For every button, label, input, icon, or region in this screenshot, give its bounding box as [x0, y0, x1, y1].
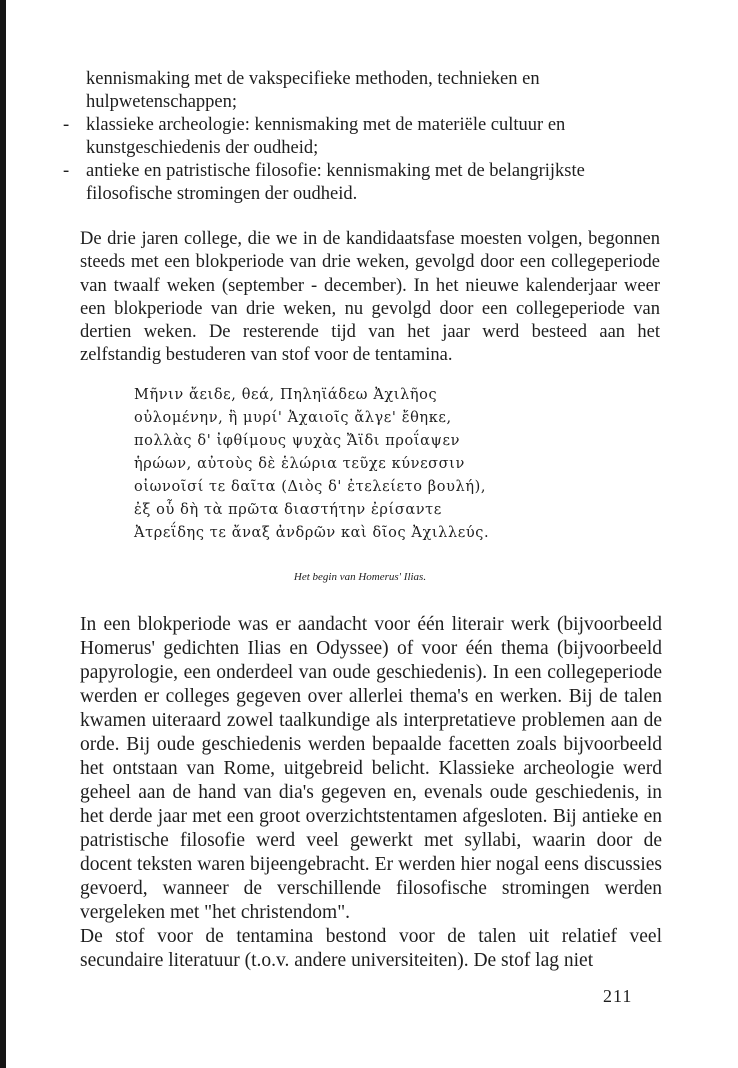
greek-line: πολλὰς δ' ἰφθίμους ψυχὰς Ἄϊδι προΐαψεν	[134, 432, 461, 449]
greek-line: Μῆνιν ἄειδε, θεά, Πηληϊάδεω Ἀχιλῆος	[134, 386, 438, 403]
document-page	[63, 68, 662, 973]
greek-line: οὐλομένην, ἣ μυρί' Ἀχαιοῖς ἄλγε' ἔθηκε,	[134, 409, 452, 426]
greek-line: Ἀτρεΐδης τε ἄναξ ἀνδρῶν καὶ δῖος Ἀχιλλεύς.	[134, 524, 490, 541]
greek-line: ἐξ οὗ δὴ τὰ πρῶτα διαστήτην ἐρίσαντε	[134, 501, 442, 518]
paragraph-blockperiods: In een blokperiode was er aandacht voor één literair werk (bijvoorbeeld Homerus' gedichten Ilias en Odyssee) of voor één thema (bijvoorbeeld papyrologie, een onderdeel van oude geschiedenis). In een collegeperiode werden er colleges gegeven over allerlei thema's en werken. Bij de talen kwamen uiteraard zowel taalkundige als interpretatieve problemen aan de orde. Bij oude geschiedenis werden bepaalde facetten zoals bijvoorbeeld het ontstaan van Rome, uitgebreid belicht. Klassieke archeologie werd geheel aan de hand van dia's gegeven en, evenals oude geschiedenis, in het derde jaar met een groot overzichtstentamen afgesloten. Bij antieke en patristische filosofie werd veel gewerkt met syllabi, waarin door de docent teksten waren bijeengebracht. Er werden hier nogal eens discussies gevoerd, wanneer de verschillende filosofische stromingen werden vergeleken met "het christendom".	[80, 613, 662, 923]
page-edge-shadow	[0, 0, 6, 1068]
list-item-text: klassieke archeologie: kennismaking met de materiële cultuur en kunstgeschiedenis der oudheid;	[86, 115, 566, 158]
greek-line: οἰωνοῖσί τε δαῖτα (Διὸς δ' ἐτελείετο βουλή),	[134, 478, 487, 495]
greek-line: ἡρώων, αὐτοὺς δὲ ἑλώρια τεῦχε κύνεσσιν	[134, 455, 465, 472]
quote-caption: Het begin van Homerus' Ilias.	[293, 570, 427, 583]
course-list	[63, 114, 660, 206]
list-dash: -	[63, 115, 70, 135]
greek-quote	[134, 384, 660, 545]
list-dash: -	[63, 161, 70, 181]
continued-text: kennismaking met de vakspecifieke methoden, technieken en hulpwetenschappen;	[86, 69, 540, 112]
list-item	[63, 114, 660, 160]
paragraph-exam-material: De stof voor de tentamina bestond voor de talen uit relatief veel secundaire literatuur (t.o.v. andere universiteiten). De stof lag niet	[80, 925, 662, 971]
paragraph-schedule: De drie jaren college, die we in de kandidaatsfase moesten volgen, begonnen steeds met een blokperiode van drie weken, gevolgd door een collegeperiode van twaalf weken (september - december). In het nieuwe kalenderjaar weer een blokperiode van drie weken, nu gevolgd door een collegeperiode van dertien weken. De resterende tijd van het jaar werd besteed aan het zelfstandig bestuderen van stof voor de tentamina.	[80, 229, 660, 366]
list-item	[63, 160, 660, 206]
list-item-text: antieke en patristische filosofie: kennismaking met de belangrijkste filosofische stromingen der oudheid.	[86, 161, 585, 204]
page-number: 211	[603, 986, 633, 1006]
